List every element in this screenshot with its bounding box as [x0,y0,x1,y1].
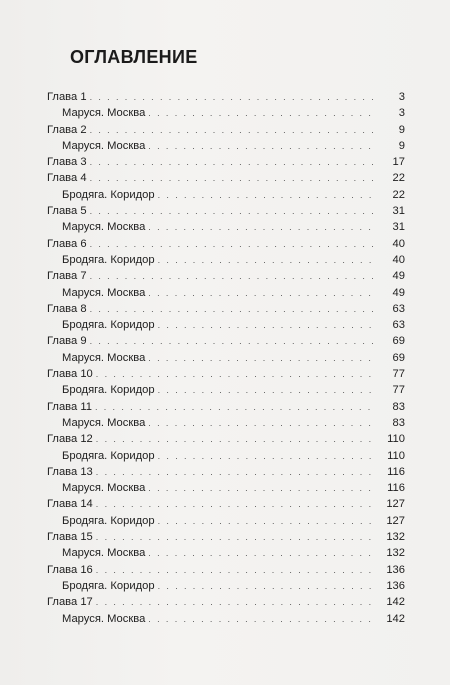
toc-entry-label: Маруся. Москва [62,612,146,625]
toc-subentry [47,105,405,121]
toc-chapter-entry [47,154,405,170]
toc-page-number: 63 [392,302,405,315]
dot-leader [148,545,377,561]
toc-chapter-entry [47,366,405,382]
toc-subentry [47,611,405,627]
toc-entry-label: Глава 11 [47,400,92,413]
dot-leader [148,285,377,301]
dot-leader [95,399,377,415]
toc-chapter-entry [47,529,405,545]
toc-subentry [47,317,405,333]
toc-page-number: 116 [387,482,405,495]
toc-entry-label: Глава 15 [47,531,93,544]
toc-chapter-entry [47,333,405,349]
toc-entry-label: Глава 13 [47,465,93,478]
toc-entry-label: Маруся. Москва [62,482,146,495]
dot-leader [96,431,377,447]
toc-entry-label: Глава 3 [47,156,87,169]
toc-page-number: 17 [392,156,405,169]
toc-page-number: 22 [392,172,405,185]
toc-entry-label: Глава 4 [47,172,87,185]
toc-entry-label: Глава 8 [47,302,87,315]
toc-page-number: 77 [392,384,405,397]
toc-chapter-entry [47,301,405,317]
toc-page-number: 127 [386,498,405,511]
toc-entry-label: Маруся. Москва [62,351,146,364]
toc-page-number: 49 [392,270,405,283]
toc-page-number: 22 [392,188,405,201]
toc-subentry [47,252,405,268]
toc-page-number: 69 [392,351,405,364]
toc-entry-label: Маруся. Москва [62,107,146,120]
dot-leader [90,170,377,186]
toc-subentry [47,415,405,431]
toc-chapter-entry [47,496,405,512]
toc-entry-label: Глава 7 [47,270,87,283]
dot-leader [148,219,377,235]
toc-page-number: 31 [392,221,405,234]
toc-chapter-entry [47,122,405,138]
dot-leader [90,89,377,105]
toc-subentry [47,219,405,235]
dot-leader [96,464,377,480]
dot-leader [90,236,377,252]
dot-leader [148,138,377,154]
toc-page-number: 110 [387,433,405,446]
toc-subentry [47,513,405,529]
dot-leader [148,611,377,627]
toc-entry-label: Маруся. Москва [62,286,146,299]
toc-chapter-entry [47,594,405,610]
toc-subentry [47,448,405,464]
dot-leader [90,333,377,349]
toc-entry-label: Глава 16 [47,563,93,576]
toc-chapter-entry [47,89,405,105]
toc-entry-label: Глава 12 [47,433,93,446]
toc-subentry [47,382,405,398]
dot-leader [90,122,377,138]
toc-chapter-entry [47,170,405,186]
toc-page-number: 40 [392,253,405,266]
toc-subentry [47,350,405,366]
toc-chapter-entry [47,236,405,252]
toc-page-number: 132 [386,547,405,560]
toc-page-number: 83 [392,400,405,413]
dot-leader [158,187,377,203]
dot-leader [96,366,377,382]
dot-leader [158,448,377,464]
toc-subentry [47,285,405,301]
toc-entry-label: Глава 2 [47,123,87,136]
dot-leader [90,154,377,170]
toc-entry-label: Глава 5 [47,205,87,218]
toc-entry-label: Бродяга. Коридор [62,253,155,266]
dot-leader [90,203,377,219]
dot-leader [158,252,377,268]
toc-subentry [47,545,405,561]
dot-leader [158,382,377,398]
dot-leader [158,317,377,333]
toc-entry-label: Маруся. Москва [62,416,146,429]
toc-page-number: 9 [398,139,405,152]
toc-entry-label: Бродяга. Коридор [62,449,155,462]
dot-leader [158,578,377,594]
toc-chapter-entry [47,464,405,480]
toc-entry-label: Глава 17 [47,596,93,609]
toc-entry-label: Глава 10 [47,368,93,381]
toc-entry-label: Маруся. Москва [62,221,146,234]
toc-entry-label: Глава 1 [47,91,87,103]
dot-leader [96,496,377,512]
toc-page-number: 110 [387,449,405,462]
toc-entry-label: Маруся. Москва [62,139,146,152]
toc-page-number: 77 [392,368,405,381]
toc-subentry [47,187,405,203]
dot-leader [148,415,377,431]
dot-leader [96,594,377,610]
toc-page-number: 40 [392,237,405,250]
toc-chapter-entry [47,203,405,219]
toc-entry-label: Глава 6 [47,237,87,250]
dot-leader [96,529,377,545]
toc-page-number: 142 [386,596,405,609]
table-of-contents [47,89,405,627]
toc-subentry [47,138,405,154]
toc-page-number: 136 [386,579,405,592]
toc-chapter-entry [47,562,405,578]
dot-leader [148,105,377,121]
toc-page-number: 142 [386,612,405,625]
toc-entry-label: Бродяга. Коридор [62,579,155,592]
toc-chapter-entry [47,431,405,447]
toc-page-number: 116 [387,465,405,478]
toc-page-number: 132 [386,531,405,544]
toc-entry-label: Бродяга. Коридор [62,514,155,527]
toc-chapter-entry [47,268,405,284]
toc-chapter-entry [47,399,405,415]
toc-page-number: 136 [386,563,405,576]
toc-page-number: 9 [398,123,405,136]
toc-entry-label: Бродяга. Коридор [62,319,155,332]
toc-subentry [47,480,405,496]
dot-leader [148,480,377,496]
toc-entry-label: Маруся. Москва [62,547,146,560]
dot-leader [96,562,377,578]
toc-entry-label: Глава 14 [47,498,93,511]
dot-leader [148,350,377,366]
dot-leader [90,268,377,284]
toc-page-number: 31 [392,205,405,218]
dot-leader [90,301,377,317]
toc-page-number: 49 [392,286,405,299]
toc-page-number: 3 [398,91,405,103]
toc-page-number: 63 [392,319,405,332]
toc-page-number: 127 [386,514,405,527]
toc-entry-label: Бродяга. Коридор [62,384,155,397]
toc-page-number: 3 [398,107,405,120]
toc-entry-label: Бродяга. Коридор [62,188,155,201]
dot-leader [158,513,377,529]
toc-page-number: 83 [392,416,405,429]
toc-entry-label: Глава 9 [47,335,87,348]
toc-subentry [47,578,405,594]
toc-page-number: 69 [392,335,405,348]
page-title: ОГЛАВЛЕНИЕ [70,47,198,67]
